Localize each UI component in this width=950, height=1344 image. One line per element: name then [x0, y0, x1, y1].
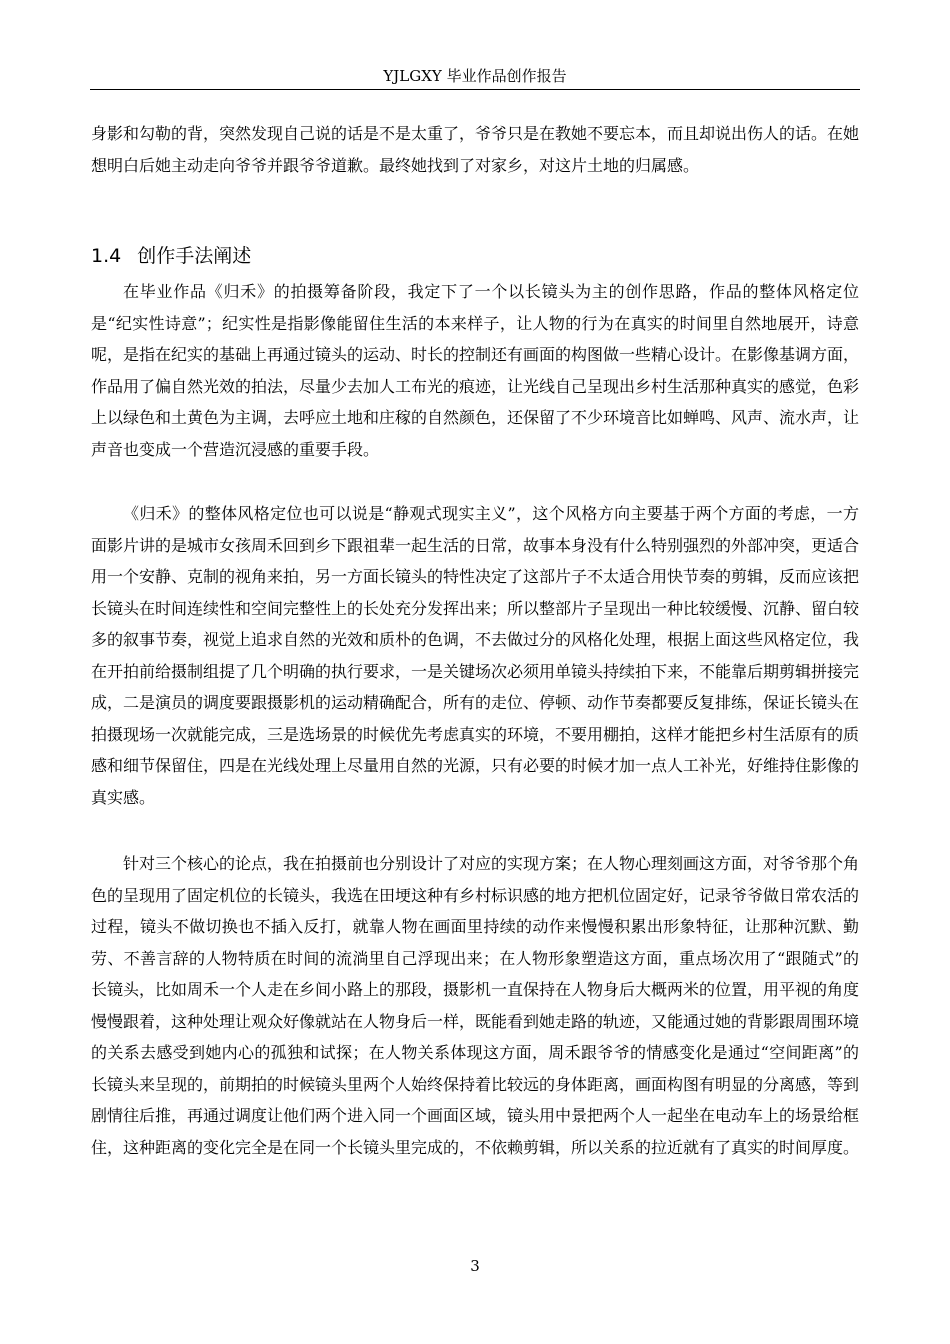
header-divider: [90, 89, 860, 90]
running-header: YJLGXY 毕业作品创作报告: [383, 67, 567, 85]
body-paragraph: 《归禾》的整体风格定位也可以说是“静观式现实主义”，这个风格方向主要基于两个方面的考虑，一方面影片讲的是城市女孩周禾回到乡下跟祖辈一起生活的日常，故事本身没有什么特别强烈的外部冲突，更适合用一个安静、克制的视角来拍，另一方面长镜头的特性决定了这部片子不太适合用快节奏的剪辑，反而应该把长镜头在时间连续性和空间完整性上的长处充分发挥出来；所以整部片子呈现出一种比较缓慢、沉静、留白较多的叙事节奏，视觉上追求自然的光效和质朴的色调，不去做过分的风格化处理，根据上面这些风格定位，我在开拍前给摄制组提了几个明确的执行要求，一是关键场次必须用单镜头持续拍下来，不能靠后期剪辑拼接完成，二是演员的调度要跟摄影机的运动精确配合，所有的走位、停顿、动作节奏都要反复排练，保证长镜头在拍摄现场一次就能完成，三是选场景的时候优先考虑真实的环境，不要用棚拍，这样才能把乡村生活原有的质感和细节保留住，四是在光线处理上尽量用自然的光源，只有必要的时候才加一点人工补光，好维持住影像的真实感。: [91, 504, 860, 807]
body-paragraph: 在毕业作品《归禾》的拍摄筹备阶段，我定下了一个以长镜头为主的创作思路，作品的整体风格定位是“纪实性诗意”；纪实性是指影像能留住生活的本来样子，让人物的行为在真实的时间里自然地展开，诗意呢，是指在纪实的基础上再通过镜头的运动、时长的控制还有画面的构图做一些精心设计。在影像基调方面，作品用了偏自然光效的拍法，尽量少去加人工布光的痕迹，让光线自己呈现出乡村生活那种真实的感觉，色彩上以绿色和土黄色为主调，去呼应土地和庄稼的自然颜色，还保留了不少环境音比如蝉鸣、风声、流水声，让声音也变成一个营造沉浸感的重要手段。: [91, 282, 860, 459]
section-title: 创作手法阐述: [137, 245, 252, 267]
body-paragraph: 针对三个核心的论点，我在拍摄前也分别设计了对应的实现方案；在人物心理刻画这方面，对爷爷那个角色的呈现用了固定机位的长镜头，我选在田埂这种有乡村标识感的地方把机位固定好，记录爷爷做日常农活的过程，镜头不做切换也不插入反打，就靠人物在画面里持续的动作来慢慢积累出形象特征，让那种沉默、勤劳、不善言辞的人物特质在时间的流淌里自己浮现出来；在人物形象塑造这方面，重点场次用了“跟随式”的长镜头，比如周禾一个人走在乡间小路上的那段，摄影机一直保持在人物身后大概两米的位置，用平视的角度慢慢跟着，这种处理让观众好像就站在人物身后一样，既能看到她走路的轨迹，又能通过她的背影跟周围环境的关系去感受到她内心的孤独和试探；在人物关系体现这方面，周禾跟爷爷的情感变化是通过“空间距离”的长镜头来呈现的，前期拍的时候镜头里两个人始终保持着比较远的身体距离，画面构图有明显的分离感，等到剧情往后推，再通过调度让他们两个进入同一个画面区域，镜头用中景把两个人一起坐在电动车上的场景给框住，这种距离的变化完全是在同一个长镜头里完成的，不依赖剪辑，所以关系的拉近就有了真实的时间厚度。: [91, 854, 860, 1157]
intro-paragraph: 身影和勾勒的背，突然发现自己说的话是不是太重了，爷爷只是在教她不要忘本，而且却说出伤人的话。在她想明白后她主动走向爷爷并跟爷爷道歉。最终她找到了对家乡，对这片土地的归属感。: [91, 124, 860, 175]
section-heading: [91, 243, 251, 269]
page-number: 3: [470, 1257, 480, 1275]
section-number: 1.4: [91, 245, 122, 267]
